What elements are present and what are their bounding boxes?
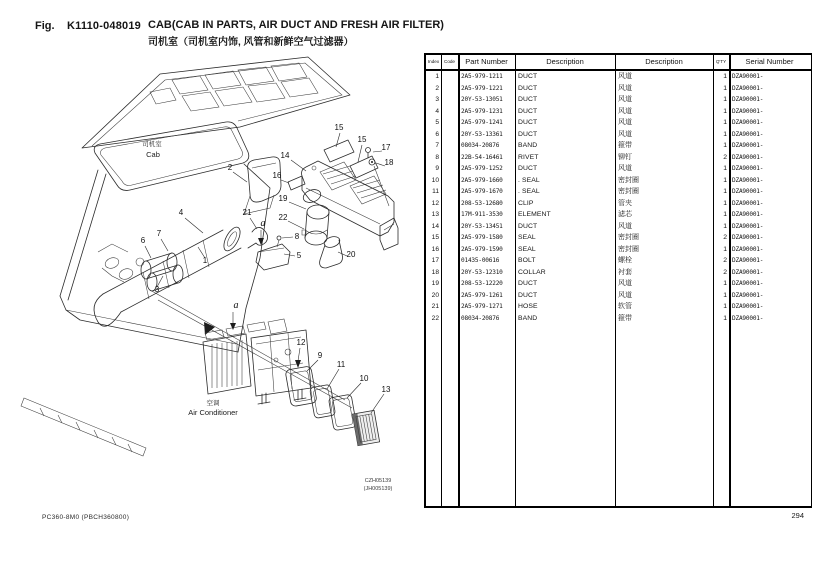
sill-strip xyxy=(21,398,146,456)
cell-qty: 1 xyxy=(723,119,727,126)
header-description-zh: Description xyxy=(645,57,683,66)
callout-18: 18 xyxy=(384,158,394,167)
cell-serial-number: DZA90001- xyxy=(732,188,764,195)
cell-qty: 1 xyxy=(723,222,727,230)
cell-qty: 1 xyxy=(723,199,727,207)
cell-qty: 1 xyxy=(723,165,727,172)
cell-index: 20 xyxy=(431,291,439,299)
table-row xyxy=(426,71,811,83)
callout-15: 15 xyxy=(357,135,367,144)
cell-code xyxy=(441,255,458,267)
cell-code xyxy=(441,117,458,129)
cell-part-number: 20Y-53-12310 xyxy=(461,268,503,276)
cell-qty: 1 xyxy=(723,245,727,253)
leader-lines xyxy=(145,133,385,413)
cell-code xyxy=(441,129,458,141)
callout-19: 19 xyxy=(278,194,288,203)
cell-part-number: 2A5-979-1241 xyxy=(461,119,503,126)
cell-index: 12 xyxy=(431,199,439,207)
callout-21: 21 xyxy=(242,208,252,217)
cell-index: 15 xyxy=(431,234,439,241)
cell-qty: 1 xyxy=(723,303,727,310)
cell-part-number: 2A5-979-1580 xyxy=(461,234,503,241)
part-seal-11 xyxy=(310,384,336,418)
cell-description-zh: 螺栓 xyxy=(618,257,632,264)
figure-title-zh: 司机室（司机室内饰, 风管和新鲜空气过滤器） xyxy=(148,37,354,48)
cell-index: 14 xyxy=(431,222,439,230)
cell-description-en: SEAL xyxy=(518,234,536,241)
cell-serial-number: DZA90001- xyxy=(732,211,764,218)
cell-index: 13 xyxy=(431,211,439,218)
cell-part-number: 2A5-979-1221 xyxy=(461,84,503,92)
cell-description-en: DUCT xyxy=(518,84,538,92)
drawing-code-watermark: CZH05139 xyxy=(364,478,392,484)
cell-description-en: DUCT xyxy=(518,222,538,230)
cell-description-en: DUCT xyxy=(518,165,538,172)
cell-description-en: BAND xyxy=(518,142,538,149)
cell-description-en: DUCT xyxy=(518,107,538,115)
table-row xyxy=(426,140,811,152)
cell-qty: 1 xyxy=(723,107,727,115)
cell-description-en: CLIP xyxy=(518,199,534,207)
cell-description-zh: 风道 xyxy=(618,165,632,172)
cell-serial-number: DZA90001- xyxy=(732,176,764,184)
cell-index: 17 xyxy=(431,257,439,264)
callout-14: 14 xyxy=(280,151,290,160)
callout-12: 12 xyxy=(296,338,306,347)
cell-code xyxy=(441,163,458,175)
cell-part-number: 22B-54-16461 xyxy=(461,153,503,161)
table-row xyxy=(426,267,811,279)
cell-code xyxy=(441,94,458,106)
cell-serial-number: DZA90001- xyxy=(732,130,764,138)
header-description-en: Description xyxy=(546,57,584,66)
cell-serial-number: DZA90001- xyxy=(732,119,764,126)
cell-code xyxy=(441,186,458,198)
cell-part-number: 2A5-979-1271 xyxy=(461,303,503,310)
cell-part-number: 208-53-12220 xyxy=(461,280,503,287)
cell-description-en: . SEAL xyxy=(518,176,540,184)
cell-description-en: SEAL xyxy=(518,245,536,253)
table-row xyxy=(426,186,811,198)
fig-label: Fig. xyxy=(35,20,55,32)
table-row xyxy=(426,117,811,129)
table-row xyxy=(426,232,811,244)
cell-code xyxy=(441,83,458,95)
cell-qty: 2 xyxy=(723,268,727,276)
cell-code xyxy=(441,232,458,244)
cell-description-zh: 箍带 xyxy=(618,142,632,149)
cell-code xyxy=(441,278,458,290)
roof-skylight-grid xyxy=(150,63,318,111)
cell-part-number: 2A5-979-1590 xyxy=(461,245,503,253)
cell-description-en: DUCT xyxy=(518,96,538,103)
cell-description-en: DUCT xyxy=(518,280,538,287)
cell-qty: 1 xyxy=(723,73,727,80)
cell-description-zh: 风道 xyxy=(618,84,632,92)
cell-description-zh: 管夹 xyxy=(618,199,632,207)
cell-index: 6 xyxy=(435,130,439,138)
callout-3: 3 xyxy=(154,285,160,294)
callout-13: 13 xyxy=(381,385,391,394)
cell-part-number: 2A5-979-1660 xyxy=(461,176,503,184)
callout-11: 11 xyxy=(336,360,346,369)
cell-serial-number: DZA90001- xyxy=(732,280,764,287)
callout-5: 5 xyxy=(296,251,302,260)
part-duct-20 xyxy=(320,235,343,268)
callout-17: 17 xyxy=(381,143,391,152)
part-ducts-6-7 xyxy=(141,253,183,291)
cell-qty: 2 xyxy=(723,257,727,264)
header-qty: Q'TY xyxy=(715,59,727,64)
cell-index: 1 xyxy=(435,73,439,80)
cell-serial-number: DZA90001- xyxy=(732,107,764,115)
cell-index: 4 xyxy=(435,107,439,115)
cell-part-number: 20Y-53-13361 xyxy=(461,130,503,138)
cab-label-en: Cab xyxy=(146,150,160,159)
cell-description-en: . SEAL xyxy=(518,188,540,195)
cell-description-zh: 风道 xyxy=(618,73,632,80)
parts-table xyxy=(424,53,812,508)
table-body xyxy=(426,71,811,324)
cell-serial-number: DZA90001- xyxy=(732,84,764,92)
cell-description-zh: 滤芯 xyxy=(618,211,632,218)
cab-label-zh: 司机室 xyxy=(142,141,162,148)
cell-part-number: 20Y-53-13051 xyxy=(461,96,503,103)
cell-code xyxy=(441,301,458,313)
cell-description-zh: 风道 xyxy=(618,119,632,126)
cell-serial-number: DZA90001- xyxy=(732,303,764,310)
cell-description-en: DUCT xyxy=(518,130,538,138)
part-filter-element-13 xyxy=(352,410,379,445)
figure-title-en: CAB(CAB IN PARTS, AIR DUCT AND FRESH AIR FILTER) xyxy=(148,19,444,31)
cell-code xyxy=(441,221,458,233)
ac-label-en: Air Conditioner xyxy=(188,408,238,417)
figure-number: K1110-048019 xyxy=(67,20,141,32)
table-row xyxy=(426,152,811,164)
cell-index: 21 xyxy=(431,303,439,310)
cell-index: 10 xyxy=(431,176,439,184)
cell-part-number: 2A5-979-1252 xyxy=(461,165,503,172)
table-row xyxy=(426,209,811,221)
table-row xyxy=(426,83,811,95)
cell-code xyxy=(441,209,458,221)
cell-description-zh: 衬套 xyxy=(618,268,632,276)
cell-index: 5 xyxy=(435,119,439,126)
cell-serial-number: DZA90001- xyxy=(732,96,764,103)
cell-serial-number: DZA90001- xyxy=(732,153,764,161)
page-number: 294 xyxy=(791,511,804,520)
cell-description-zh: 风道 xyxy=(618,107,632,115)
cell-code xyxy=(441,290,458,302)
table-row xyxy=(426,106,811,118)
cell-part-number: 17M-911-3530 xyxy=(461,211,503,218)
cell-qty: 1 xyxy=(723,211,727,218)
cell-code xyxy=(441,71,458,83)
table-row xyxy=(426,221,811,233)
callout-1: 1 xyxy=(202,256,208,265)
callout-4: 4 xyxy=(178,208,184,217)
cell-serial-number: DZA90001- xyxy=(732,222,764,230)
cell-description-zh: 铆钉 xyxy=(618,153,632,161)
ac-label-zh: 空调 xyxy=(206,400,220,407)
callout-2: 2 xyxy=(227,163,233,172)
cell-serial-number: DZA90001- xyxy=(732,234,764,241)
header-part-number: Part Number xyxy=(465,57,508,66)
cell-part-number: 20Y-53-13451 xyxy=(461,222,503,230)
cell-description-en: ELEMENT xyxy=(518,211,551,218)
cell-code xyxy=(441,267,458,279)
cell-part-number: 208-53-12680 xyxy=(461,199,503,207)
callout-10: 10 xyxy=(359,374,369,383)
cell-index: 19 xyxy=(431,280,439,287)
view-marker-a: a xyxy=(260,218,266,229)
cell-serial-number: DZA90001- xyxy=(732,314,764,322)
callout-15: 15 xyxy=(334,123,344,132)
cell-serial-number: DZA90001- xyxy=(732,268,764,276)
cell-code xyxy=(441,140,458,152)
cell-description-zh: 密封圈 xyxy=(618,188,639,195)
callout-8: 8 xyxy=(294,232,300,241)
cell-description-en: DUCT xyxy=(518,73,538,80)
cell-part-number: 2A5-979-1670 xyxy=(461,188,503,195)
cell-index: 2 xyxy=(435,84,439,92)
drawing-code-watermark-2: (JH005139) xyxy=(363,486,393,492)
cell-serial-number: DZA90001- xyxy=(732,73,764,80)
cell-serial-number: DZA90001- xyxy=(732,257,764,264)
callout-9: 9 xyxy=(317,351,323,360)
table-header-row xyxy=(426,55,811,71)
cell-code xyxy=(441,244,458,256)
table-row xyxy=(426,198,811,210)
cell-description-zh: 风道 xyxy=(618,96,632,103)
part-duct-assembly-14 xyxy=(288,140,398,250)
cell-index: 7 xyxy=(435,142,439,149)
cell-qty: 1 xyxy=(723,188,727,195)
cell-description-en: COLLAR xyxy=(518,268,546,276)
cell-serial-number: DZA90001- xyxy=(732,245,764,253)
cell-part-number: 2A5-979-1211 xyxy=(461,73,503,80)
table-row xyxy=(426,244,811,256)
header-code: Code xyxy=(444,59,455,64)
cell-part-number: 08034-20876 xyxy=(461,142,500,149)
cell-code xyxy=(441,313,458,325)
part-duct-19 xyxy=(302,205,329,245)
cell-qty: 1 xyxy=(723,291,727,299)
cell-description-zh: 箍带 xyxy=(618,314,632,322)
view-marker-a: a xyxy=(233,300,239,311)
callout-20: 20 xyxy=(346,250,356,259)
cell-description-en: BAND xyxy=(518,314,538,322)
table-row xyxy=(426,313,811,325)
cell-code xyxy=(441,152,458,164)
table-row xyxy=(426,175,811,187)
header-serial-number: Serial Number xyxy=(745,57,794,66)
cell-part-number: 01435-00616 xyxy=(461,257,500,264)
table-row xyxy=(426,163,811,175)
cell-description-en: DUCT xyxy=(518,291,538,299)
cell-part-number: 2A5-979-1231 xyxy=(461,107,503,115)
cell-index: 16 xyxy=(431,245,439,253)
cell-description-zh: 密封圈 xyxy=(618,245,639,253)
cell-qty: 1 xyxy=(723,142,727,149)
table-row xyxy=(426,94,811,106)
cell-serial-number: DZA90001- xyxy=(732,165,764,172)
cell-description-en: HOSE xyxy=(518,303,538,310)
callout-16: 16 xyxy=(272,171,282,180)
table-row xyxy=(426,129,811,141)
cell-part-number: 08034-20876 xyxy=(461,314,500,322)
cell-part-number: 2A5-979-1261 xyxy=(461,291,503,299)
cell-qty: 1 xyxy=(723,280,727,287)
part-duct-2 xyxy=(244,157,281,214)
cell-description-en: RIVET xyxy=(518,153,539,161)
cell-description-en: DUCT xyxy=(518,119,538,126)
cell-index: 3 xyxy=(435,96,439,103)
table-row xyxy=(426,301,811,313)
cell-qty: 1 xyxy=(723,176,727,184)
cell-description-zh: 风道 xyxy=(618,130,632,138)
book-model-code: PC360-8M0 (PBCH360800) xyxy=(42,514,130,521)
cell-description-zh: 密封圈 xyxy=(618,176,639,184)
callout-7: 7 xyxy=(156,229,162,238)
cell-qty: 2 xyxy=(723,153,727,161)
cell-description-zh: 密封圈 xyxy=(618,234,639,241)
cell-qty: 1 xyxy=(723,130,727,138)
cell-qty: 1 xyxy=(723,84,727,92)
cell-serial-number: DZA90001- xyxy=(732,199,764,207)
cell-description-zh: 风道 xyxy=(618,291,632,299)
cell-qty: 1 xyxy=(723,314,727,322)
cell-qty: 2 xyxy=(723,234,727,241)
cell-description-zh: 风道 xyxy=(618,222,632,230)
table-row xyxy=(426,255,811,267)
cell-index: 11 xyxy=(432,188,439,195)
cell-index: 9 xyxy=(435,165,439,172)
cell-index: 22 xyxy=(431,314,439,322)
cell-description-en: BOLT xyxy=(518,257,536,264)
cell-description-zh: 风道 xyxy=(618,280,632,287)
table-row xyxy=(426,278,811,290)
part-frame-9 xyxy=(285,366,317,407)
header-index: Index xyxy=(427,59,440,64)
table-row xyxy=(426,290,811,302)
cell-description-zh: 软管 xyxy=(618,303,632,310)
cell-serial-number: DZA90001- xyxy=(732,142,764,149)
callout-6: 6 xyxy=(140,236,146,245)
cell-index: 18 xyxy=(431,268,439,276)
part-clip-21 xyxy=(248,227,268,248)
cell-code xyxy=(441,175,458,187)
cell-serial-number: DZA90001- xyxy=(732,291,764,299)
cell-code xyxy=(441,198,458,210)
callout-22: 22 xyxy=(278,213,288,222)
cell-code xyxy=(441,106,458,118)
hinge-assembly xyxy=(98,244,144,282)
cell-index: 8 xyxy=(435,153,439,161)
cell-qty: 1 xyxy=(723,96,727,103)
part-duct-1 xyxy=(94,225,243,327)
air-conditioner-unit xyxy=(203,319,311,404)
